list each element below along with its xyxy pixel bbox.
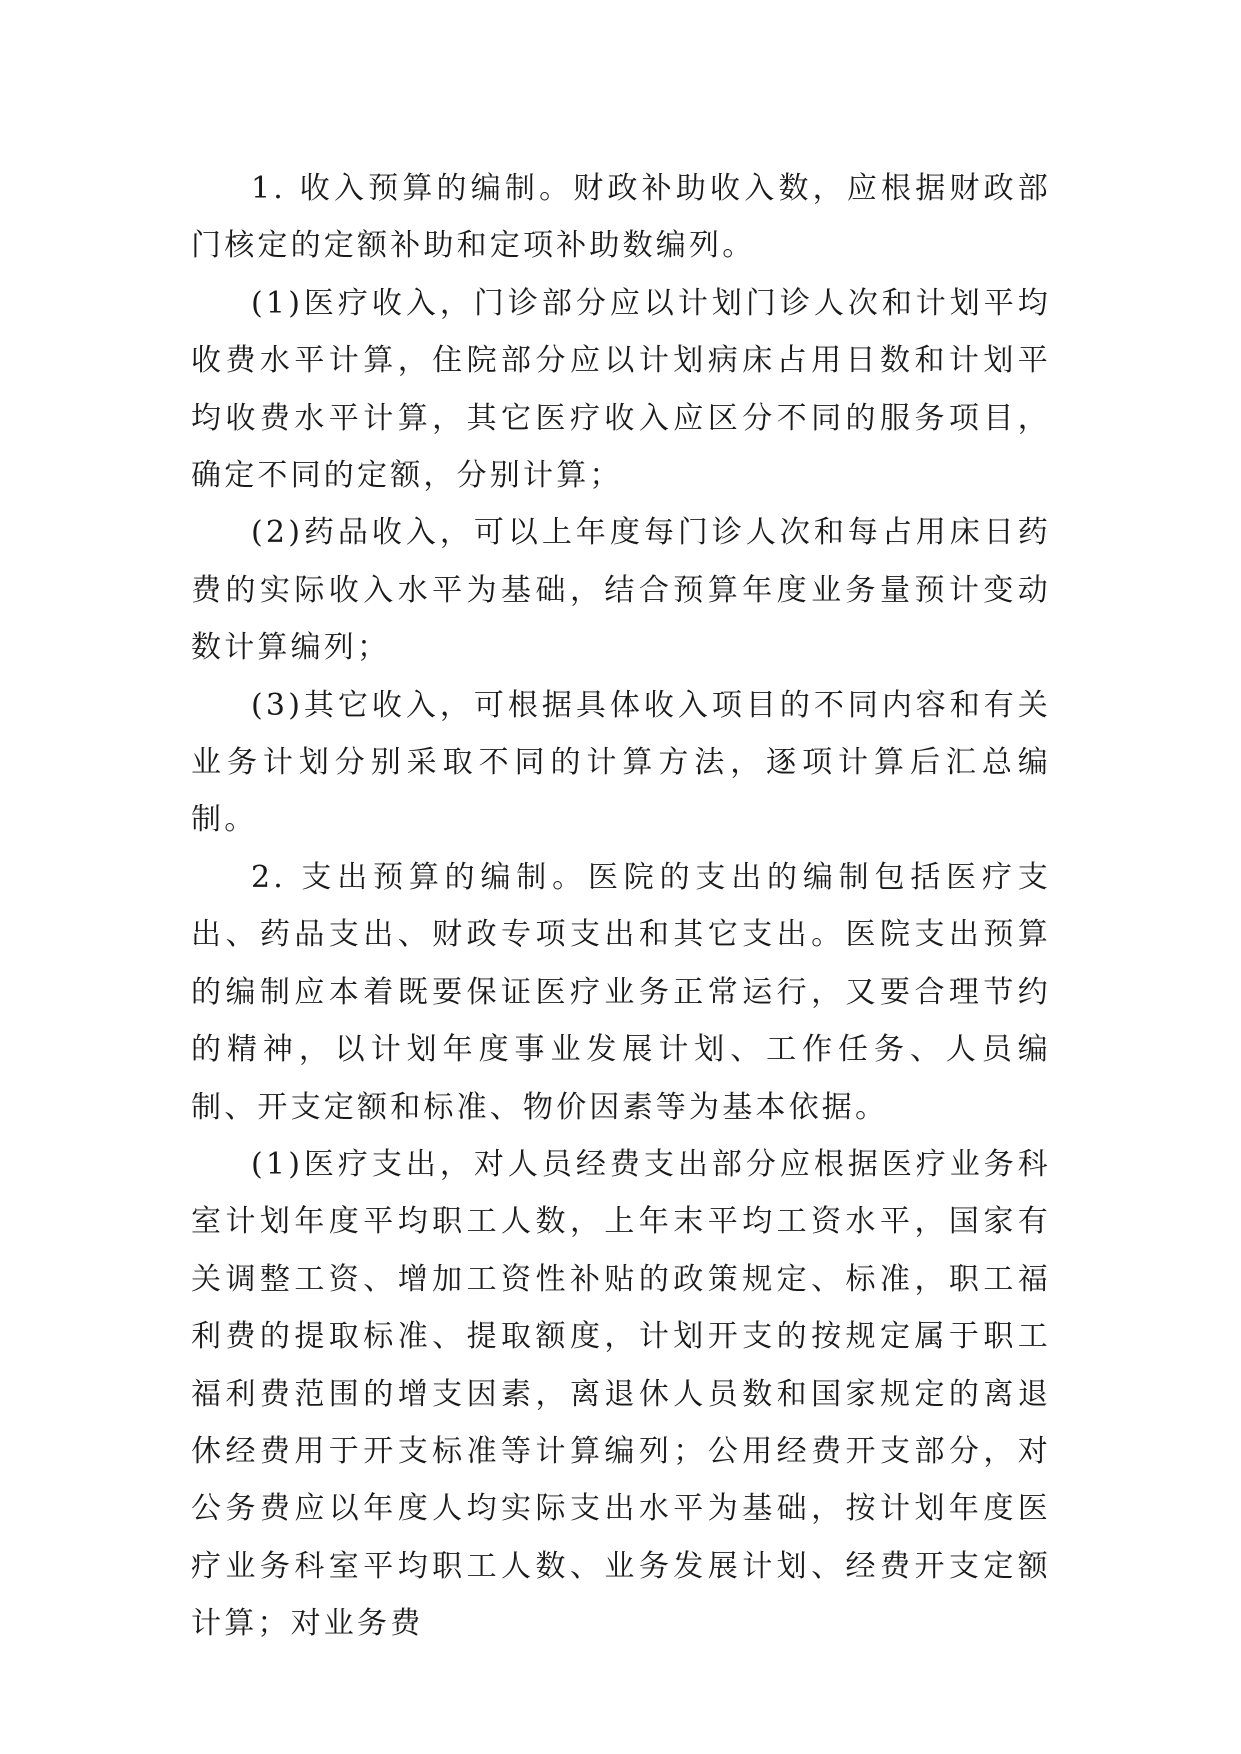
body-text [191,160,1051,1653]
paragraph-medical-expenditure: (1)医疗支出，对人员经费支出部分应根据医疗业务科室计划年度平均职工人数，上年末平均工资水平，国家有关调整工资、增加工资性补贴的政策规定、标准，职工福利费的提取标准、提取额度，计划开支的按规定属于职工福利费范围的增支因素，离退休人员数和国家规定的离退休经费用于开支标准等计算编列；公用经费开支部分，对公务费应以年度人均实际支出水平为基础，按计划年度医疗业务科室平均职工人数、业务发展计划、经费开支定额计算；对业务费 [191,1146,1051,1642]
paragraph-drug-income: (2)药品收入，可以上年度每门诊人次和每占用床日药费的实际收入水平为基础，结合预算年度业务量预计变动数计算编列； [191,515,1051,666]
paragraph-medical-income: (1)医疗收入，门诊部分应以计划门诊人次和计划平均收费水平计算，住院部分应以计划病床占用日数和计划平均收费水平计算，其它医疗收入应区分不同的服务项目，确定不同的定额，分别计算； [191,285,1051,494]
paragraph-income-budget: 1. 收入预算的编制。财政补助收入数，应根据财政部门核定的定额补助和定项补助数编列。 [191,171,1051,264]
paragraph-other-income: (3)其它收入，可根据具体收入项目的不同内容和有关业务计划分别采取不同的计算方法，逐项计算后汇总编制。 [191,687,1051,838]
paragraph-expenditure-budget: 2. 支出预算的编制。医院的支出的编制包括医疗支出、药品支出、财政专项支出和其它支出。医院支出预算的编制应本着既要保证医疗业务正常运行，又要合理节约的精神，以计划年度事业发展计划、工作任务、人员编制、开支定额和标准、物价因素等为基本依据。 [191,859,1051,1125]
